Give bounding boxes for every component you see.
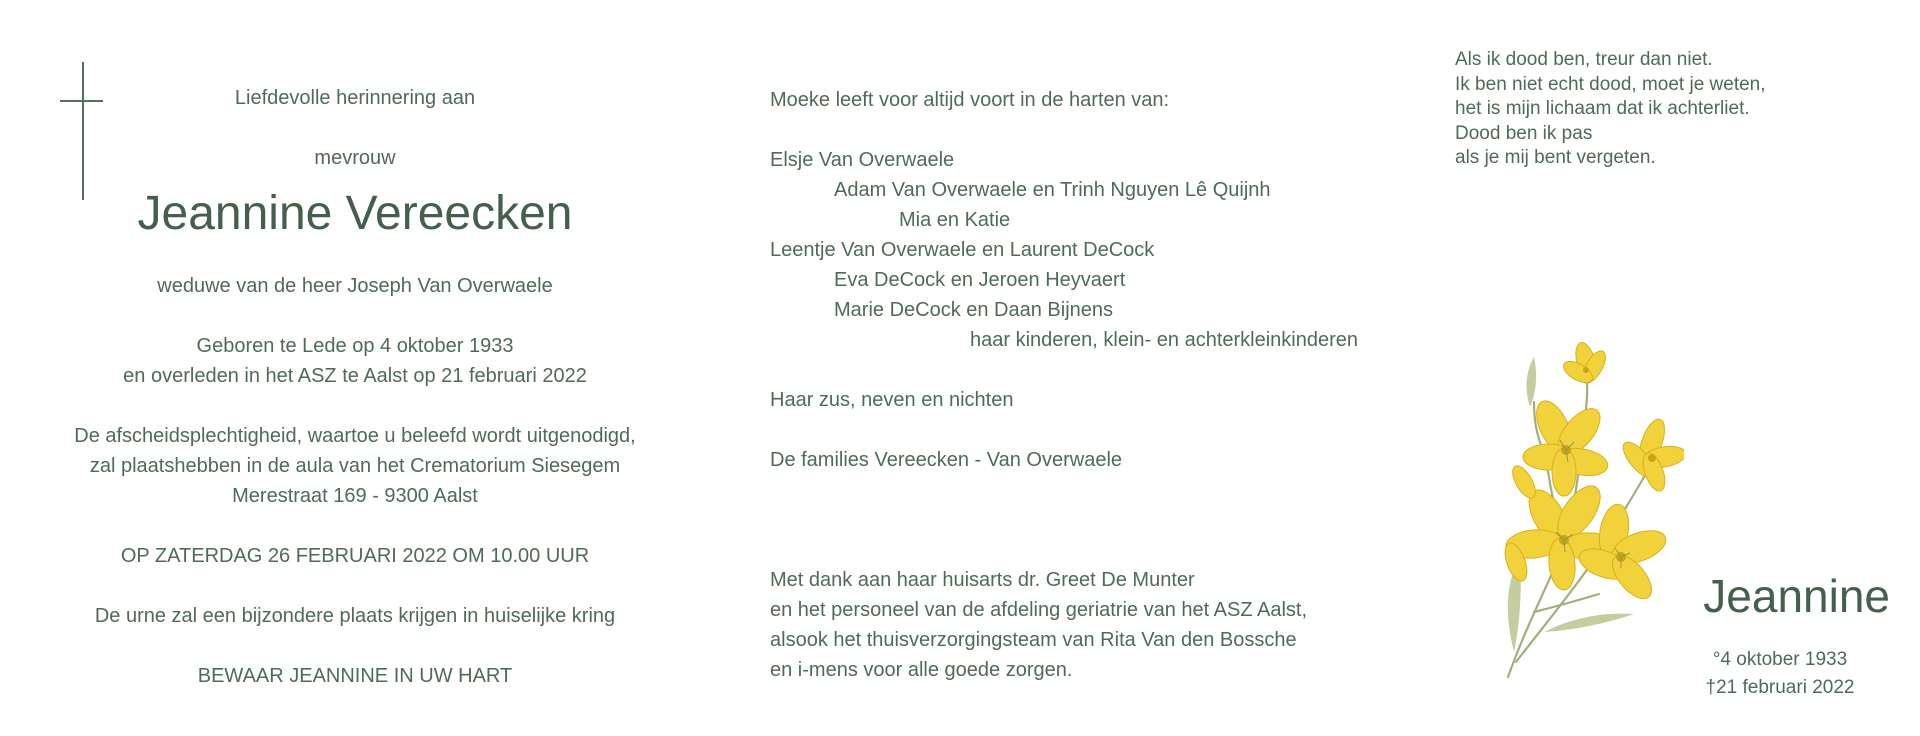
intro-text: Liefdevolle herinnering aan bbox=[234, 87, 476, 109]
first-name: Jeannine bbox=[1703, 570, 1890, 622]
family-member: Leentje Van Overwaele en Laurent DeCock bbox=[770, 239, 1155, 261]
poem-line: Ik ben niet echt dood, moet je weten, bbox=[1455, 73, 1766, 95]
poem-line: Dood ben ik pas bbox=[1455, 122, 1593, 144]
death-info: en overleden in het ASZ te Aalst op 21 februari 2022 bbox=[123, 365, 587, 387]
right-panel bbox=[1440, 0, 1920, 736]
widow-of: weduwe van de heer Joseph Van Overwaele bbox=[157, 275, 553, 297]
thanks-line: en i-mens voor alle goede zorgen. bbox=[770, 659, 1073, 681]
families-text: De families Vereecken - Van Overwaele bbox=[770, 449, 1123, 471]
deceased-name: Jeannine Vereecken bbox=[137, 187, 573, 240]
urn-text: De urne zal een bijzondere plaats krijgen in huiselijke kring bbox=[94, 605, 616, 627]
birth-info: Geboren te Lede op 4 oktober 1933 bbox=[196, 335, 514, 357]
death-date: †21 februari 2022 bbox=[1705, 677, 1855, 698]
yellow-lily-illustration bbox=[1494, 332, 1684, 682]
family-member: Adam Van Overwaele en Trinh Nguyen Lê Quijnh bbox=[834, 179, 1271, 201]
middle-panel bbox=[770, 0, 1410, 736]
family-heading: Moeke leeft voor altijd voort in de harten van: bbox=[770, 89, 1170, 111]
closing-text: BEWAAR JEANNINE IN UW HART bbox=[197, 665, 513, 687]
poem-line: Als ik dood ben, treur dan niet. bbox=[1455, 49, 1713, 70]
ceremony-line-2: zal plaatshebben in de aula van het Crematorium Siesegem bbox=[89, 455, 621, 477]
family-summary: haar kinderen, klein- en achterkleinkinderen bbox=[970, 329, 1359, 351]
ceremony-line-1: De afscheidsplechtigheid, waartoe u beleefd wordt uitgenodigd, bbox=[74, 425, 636, 447]
family-member: Eva DeCock en Jeroen Heyvaert bbox=[834, 269, 1126, 291]
thanks-line: en het personeel van de afdeling geriatrie van het ASZ Aalst, bbox=[770, 599, 1308, 621]
left-panel bbox=[0, 0, 720, 736]
ceremony-date: OP ZATERDAG 26 FEBRUARI 2022 OM 10.00 UUR bbox=[120, 545, 590, 567]
family-member: Elsje Van Overwaele bbox=[770, 149, 955, 171]
family-member: Marie DeCock en Daan Bijnens bbox=[834, 299, 1114, 321]
family-member: Mia en Katie bbox=[899, 209, 1011, 231]
thanks-line: Met dank aan haar huisarts dr. Greet De Munter bbox=[770, 569, 1195, 591]
poem-line: het is mijn lichaam dat ik achterliet. bbox=[1455, 98, 1750, 119]
birth-date: °4 oktober 1933 bbox=[1712, 649, 1848, 670]
honorific: mevrouw bbox=[314, 147, 396, 169]
thanks-line: alsook het thuisverzorgingsteam van Rita Van den Bossche bbox=[770, 629, 1297, 651]
siblings-text: Haar zus, neven en nichten bbox=[770, 389, 1014, 411]
ceremony-address: Merestraat 169 - 9300 Aalst bbox=[232, 485, 478, 507]
poem-line: als je mij bent vergeten. bbox=[1455, 147, 1656, 168]
